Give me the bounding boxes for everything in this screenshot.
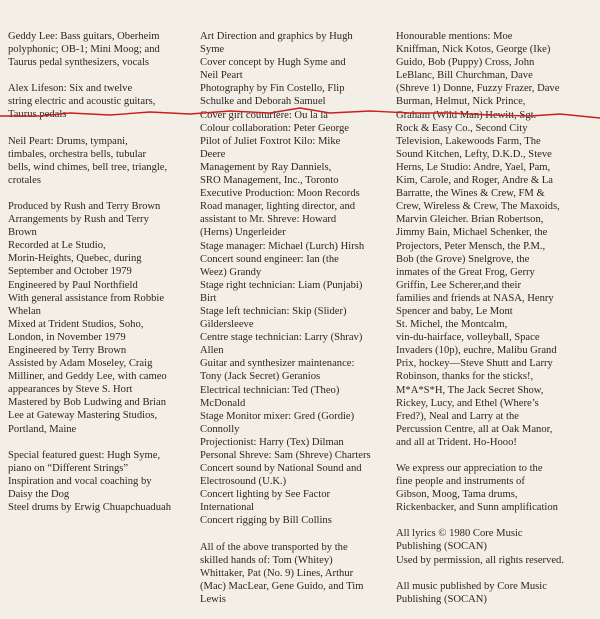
credit-line: Stage left technician: Skip (Slider) (200, 305, 347, 317)
credit-line: Tony (Jack Secret) Geranios (200, 371, 321, 383)
credit-line: September and October 1979 (8, 266, 132, 278)
credit-line: Neil Peart (200, 70, 243, 82)
credit-line: Percussion Centre, all at Oak Manor, (396, 423, 553, 435)
credit-line: Neil Peart: Drums, tympani, (8, 135, 128, 147)
credit-line: International (200, 502, 255, 514)
credit-line: Lee at Gateway Mastering Studios, (8, 410, 158, 422)
credit-line: Allen (200, 345, 224, 357)
credit-line: Herns, Le Studio: Andre, Yael, Pam, (396, 161, 551, 173)
credit-line: Assisted by Adam Moseley, Craig (8, 358, 153, 370)
credits-paragraph (8, 200, 192, 436)
credit-line: Television, Lakewoods Farm, The (396, 135, 541, 147)
credit-line: Morin-Heights, Quebec, during (8, 253, 142, 265)
credit-line: We express our appreciation to the (396, 463, 543, 474)
credit-line: Electrical technician: Ted (Theo) (200, 384, 340, 396)
credit-line: Lewis (200, 593, 226, 605)
credit-line: London, in November 1979 (8, 331, 126, 343)
credit-line: Personal Shreve: Sam (Shreve) Charters (200, 450, 371, 461)
credit-line: All of the above transported by the (200, 541, 348, 553)
credit-line: (Herns) Ungerleider (200, 227, 286, 239)
credits-paragraph (200, 30, 380, 528)
credit-line: Projectors, Peter Mensch, the P.M., (396, 240, 546, 252)
credit-line: Stage right technician: Liam (Punjabi) (200, 279, 363, 291)
credit-line: Concert sound by National Sound and (200, 463, 362, 475)
credit-line: Mixed at Trident Studios, Soho, (8, 318, 144, 330)
credit-line: Whelan (8, 305, 41, 317)
credit-line: assistant to Mr. Shreve: Howard (200, 214, 337, 226)
credit-line: All music published by Core Music (396, 580, 547, 592)
credit-line: Cover concept by Hugh Syme and (200, 57, 346, 69)
credit-line: (Mac) MacLear, Gene Guido, and Tim (200, 580, 364, 592)
credit-line: St. Michel, the Montcalm, (396, 319, 508, 331)
credit-line: Arrangements by Rush and Terry (8, 214, 149, 226)
credit-line: string electric and acoustic guitars, (8, 96, 156, 108)
credits-paragraph (8, 82, 192, 121)
credit-line: Birt (200, 292, 217, 304)
credit-line: Guido, Bob (Puppy) Cross, John (396, 57, 535, 69)
credit-line: M*A*S*H, The Jack Secret Show, (396, 384, 544, 396)
credit-line: Art Direction and graphics by Hugh (200, 31, 353, 42)
credit-line: Taurus pedal synthesizers, vocals (8, 57, 150, 69)
credit-line: Deere (200, 148, 226, 160)
credit-line: Sound Kitchen, Lefty, D.K.D., Steve (396, 148, 552, 160)
credit-line: Centre stage technician: Larry (Shrav) (200, 332, 363, 344)
credit-line: skilled hands of: Tom (Whitey) (200, 554, 333, 566)
credit-line: Cover girl couturière: Ou la la (200, 109, 328, 121)
credit-line: Schulke and Deborah Samuel (200, 96, 326, 108)
credit-line: Steel drums by Erwig Chuapchuaduah (8, 502, 171, 513)
credit-line: SRO Management, Inc., Toronto (200, 175, 339, 187)
credit-line: appearances by Steve S. Hort (8, 384, 133, 396)
credit-line: Special featured guest: Hugh Syme, (8, 449, 161, 461)
credits-paragraph (8, 30, 192, 69)
credit-line: Bob (the Grove) Snelgrove, the (396, 253, 530, 265)
credit-line: Brown (8, 227, 37, 239)
credit-line: With general assistance from Robbie (8, 292, 165, 304)
credit-line: Daisy the Dog (8, 488, 70, 500)
credit-line: Concert rigging by Bill Collins (200, 515, 332, 527)
credit-line: Rock & Easy Co., Second City (396, 122, 528, 134)
credit-line: (Shreve 1) Donne, Fuzzy Frazer, Dave (396, 83, 560, 95)
credit-line: Griffin, Lee Scherer,and their (396, 279, 521, 291)
credit-line: Gildersleeve (200, 319, 254, 331)
credit-line: Concert sound engineer: Ian (the (200, 253, 339, 265)
credit-line: Publishing (SOCAN) (396, 593, 487, 605)
credit-line: Electrosound (U.K.) (200, 476, 287, 488)
credit-line: Prix, hockey—Steve Shutt and Larry (396, 358, 553, 370)
credit-line: Kim, Carole, and Roger, Andre & La (396, 175, 553, 187)
credit-line: Stage manager: Michael (Lurch) Hirsh (200, 240, 365, 252)
credit-line: Management by Ray Danniels, (200, 161, 332, 173)
credit-line: Alex Lifeson: Six and twelve (8, 83, 133, 95)
credit-line: Produced by Rush and Terry Brown (8, 200, 161, 212)
credit-line: LeBlanc, Bill Churchman, Dave (396, 70, 533, 82)
credits-paragraph (8, 135, 192, 187)
credit-line: Engineered by Terry Brown (8, 344, 127, 356)
credit-line: Mastered by Bob Ludwing and Brian (8, 397, 166, 409)
credit-line: Taurus pedals (8, 109, 67, 121)
credit-line: Milliner, and Geddy Lee, with cameo (8, 371, 167, 383)
credit-line: families and friends at NASA, Henry (396, 292, 554, 304)
credit-line: Engineered by Paul Northfield (8, 279, 138, 291)
credit-line: polyphonic; OB-1; Mini Moog; and (8, 44, 160, 56)
credits-paragraph (200, 541, 380, 606)
credit-line: Inspiration and vocal coaching by (8, 475, 152, 487)
credit-line: Colour collaboration: Peter George (200, 122, 349, 134)
credit-line: Portland, Maine (8, 423, 77, 435)
credit-line: Barratte, the Wines & Crew, FM & (396, 188, 545, 200)
credit-line: Fred?), Neal and Larry at the (396, 410, 519, 422)
credit-line: McDonald (200, 397, 246, 409)
credit-line: Honourable mentions: Moe (396, 31, 513, 42)
credits-paragraph (396, 30, 592, 449)
credit-line: Concert lighting by See Factor (200, 489, 331, 501)
credits-paragraph (396, 462, 592, 514)
credit-line: Used by permission, all rights reserved. (396, 554, 564, 566)
credit-line: All lyrics © 1980 Core Music (396, 528, 523, 540)
credit-line: Syme (200, 44, 225, 56)
credit-line: Jimmy Bain, Michael Schenker, the (396, 227, 548, 239)
credits-paragraph (396, 580, 592, 606)
credit-line: inmates of the Great Frog, Gerry (396, 266, 535, 278)
credits-column-2 (200, 30, 380, 619)
credit-line: Kniffman, Nick Kotos, George (Ike) (396, 44, 551, 56)
credits-column-1 (8, 30, 192, 527)
credit-line: Graham (Wild Man) Hewitt, Sgt. (396, 109, 537, 121)
credit-line: Geddy Lee: Bass guitars, Oberheim (8, 31, 160, 42)
credit-line: piano on “Different Strings” (8, 462, 129, 474)
credit-line: and all at Trident. Ho-Hooo! (396, 436, 517, 448)
credit-line: Road manager, lighting director, and (200, 201, 356, 213)
credit-line: Rickenbacker, and Sunn amplification (396, 502, 558, 514)
credit-line: Projectionist: Harry (Tex) Dilman (200, 436, 344, 448)
credit-line: Whittaker, Pat (No. 9) Lines, Arthur (200, 567, 354, 579)
credit-line: bells, wind chimes, bell tree, triangle, (8, 161, 168, 173)
credit-line: Executive Production: Moon Records (200, 188, 360, 200)
credits-paragraph (8, 449, 192, 514)
credit-line: Marvin Gleicher. Brian Robertson, (396, 214, 544, 226)
credit-line: timbales, orchestra bells, tubular (8, 148, 146, 160)
credit-line: Pilot of Juliet Foxtrot Kilo: Mike (200, 135, 341, 147)
credit-line: Crew, Wireless & Crew, The Maxoids, (396, 201, 560, 213)
credit-line: vin-du-hairface, volleyball, Space (396, 332, 540, 344)
credit-line: Spencer and baby, Le Mont (396, 305, 513, 317)
credit-line: Weez) Grandy (200, 266, 262, 278)
credit-line: crotales (8, 174, 41, 186)
credits-paragraph (396, 527, 592, 566)
credit-line: Burman, Helmut, Nick Prince, (396, 96, 526, 108)
credit-line: Invaders (10p), euchre, Malibu Grand (396, 345, 557, 357)
credit-line: Guitar and synthesizer maintenance: (200, 358, 355, 370)
credit-line: Recorded at Le Studio, (8, 240, 106, 252)
credit-line: Photography by Fin Costello, Flip (200, 83, 345, 95)
credit-line: Stage Monitor mixer: Gred (Gordie) (200, 410, 355, 422)
credit-line: fine people and instruments of (396, 476, 525, 488)
credit-line: Gibson, Moog, Tama drums, (396, 489, 518, 501)
credit-line: Connolly (200, 423, 240, 435)
credit-line: Rickey, Lucy, and Ethel (Where’s (396, 397, 539, 409)
credit-line: Robinson, thanks for the sticks!, (396, 371, 534, 383)
credits-column-3 (396, 30, 592, 619)
credit-line: Publishing (SOCAN) (396, 541, 487, 553)
